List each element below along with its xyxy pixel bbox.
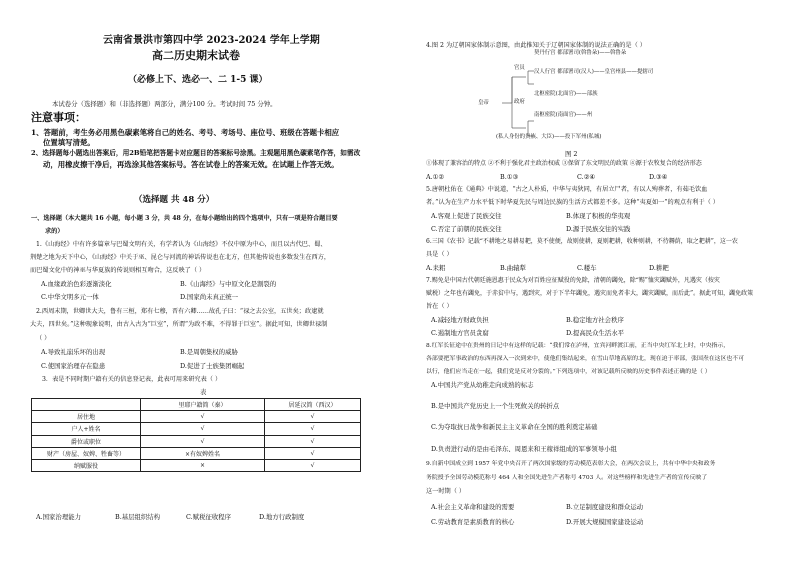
diagram-node: 北枢密院(北面官)——部族 — [534, 91, 598, 97]
q3-option-a[interactable]: A.国家治理能力 — [36, 513, 81, 521]
table-cell: √ — [265, 411, 361, 423]
table-cell: × — [141, 459, 265, 471]
table-row — [32, 459, 361, 471]
q7-option-b[interactable]: B.稳定地方社会秩序 — [566, 316, 624, 324]
table-cell: 纳赋服役 — [32, 459, 141, 471]
exam-description: 本试卷分（选择题）和（非选择题）两部分，满分100 分。考试时间 75 分钟。 — [52, 100, 277, 108]
q5-option-d[interactable]: D.源于民族交往的实践 — [566, 225, 631, 233]
note-line: 动，用橡皮擦干净后，再选涂其他答案标号。答在试卷上的答案无效。在试题上作答无效。 — [43, 160, 339, 169]
q5-stem: 5.唐朝杜佑在《通典》中说道，“古之人朴质，中华与夷狄同，有居立尸者，有以人殉葬者，有茹毛饮血 — [426, 186, 708, 193]
q1-option-a[interactable]: A.血缘政治色彩逐渐淡化 — [41, 280, 112, 288]
q2-option-c[interactable]: C.使国家治理存在隐患 — [41, 362, 106, 370]
table-cell: √ — [141, 423, 265, 435]
diagram-node: 皇帝 — [478, 100, 489, 106]
diagram-node: 汉人行宫 都部署司(汉人)——皇宫州县——提辖司 — [534, 69, 654, 75]
table-row — [32, 447, 361, 459]
q8-option-b[interactable]: B.是中国共产党历史上一个生死攸关的转折点 — [431, 402, 560, 410]
q7-stem: 7.赐免是中国古代朝廷施恩惠于民众为对百姓应征赋役的免除，清朝的蠲免，除“赐”恤灾蠲赋外，凡遇灾（按灾 — [426, 277, 720, 284]
diagram-node: (私人身份的贵族、大臣)——投下军州(私城) — [496, 134, 602, 140]
q9-stem: 务院授予全国劳动模范称号 464 人和全国先进生产者称号 4703 人。对这些榜样和先进生产者的宣传反映了 — [426, 475, 708, 481]
table-row — [32, 435, 361, 447]
table-header-cell: 里耶户籍简（秦） — [141, 399, 265, 411]
q3-table-caption: 表 — [200, 388, 207, 396]
q4-option-a[interactable]: A.①② — [426, 173, 445, 181]
q9-stem: 9.自新中国成立到 1957 年党中央召开了两次国家级的劳动模范表彰大会，在两次会议上，共有中华中央和政务 — [426, 461, 716, 467]
table-cell: √ — [265, 423, 361, 435]
q5-option-c[interactable]: C.否定了前朝的民族交往 — [431, 225, 502, 233]
school-title: 云南省景洪市第四中学 2023-2024 学年上学期 — [103, 35, 320, 46]
q4-option-d[interactable]: D.③④ — [649, 173, 668, 181]
q5-stem: 者。”认为在生产力水平低下时华夏先民与周边民族的生活方式都差不多。这种“夷夏如一”的观点有利于（ ） — [426, 199, 719, 206]
q2-stem: 2.西周末期，世卿世大夫，鲁有三桓，郑有七穆，晋有六卿……故孔子曰：“禄之去公室，五世矣；政逮就 — [36, 308, 324, 315]
table-cell: 财产（房屋、奴婢、牲畜等） — [32, 447, 141, 459]
q1-stem: 1.《山海经》中有许多篇章与巴蜀文明有关，有学者认为《山海经》不仅中原为中心，而且以古代巴、蜀、 — [36, 241, 327, 248]
diagram-node: 官员 — [514, 65, 525, 71]
q8-option-c[interactable]: C.为夺取抗日战争和新民主主义革命在全国的胜利奠定基础 — [431, 423, 598, 431]
section-intro: 一、选择题（本大题共 16 小题，每小题 3 分，共 48 分，在每小题给出的四个选项中，只有一项是符合题目要 — [31, 215, 338, 222]
q7-stem: 旨在（ ） — [426, 303, 453, 310]
q6-stem: 6.三国《农书》记载“不耕地之易耕易耙，莫不使便，故则使耕，夏则耙耕，收种则耕，不待耨荫，取之耙耕”，这一农 — [426, 238, 738, 245]
q9-option-a[interactable]: A.社会主义革命和建设的需要 — [431, 503, 515, 511]
q1-option-b[interactable]: B.《山海经》与中原文化是割裂的 — [180, 280, 277, 288]
table-cell: ×有奴婢姓名 — [141, 447, 265, 459]
note-line: 2、选择题每小题选出答案后，用2B铅笔把答题卡对应题目的答案标号涂黑。主观题用黑色碳素笔作答，如需改 — [31, 149, 361, 157]
table-cell: 爵位或职位 — [32, 435, 141, 447]
table-cell: 户人+姓名 — [32, 423, 141, 435]
q8-option-d[interactable]: D.负责进行动的是由毛泽东、周恩来和王稼祥组成的军事领导小组 — [431, 445, 617, 453]
table-header-row — [32, 399, 361, 411]
q2-stem: 大夫，四世矣。”这种现象说明，由古入古为“巨室”，所谓“为政不难，不得罪于巨室”。据此可知，世卿世禄制 — [30, 321, 328, 328]
q4-diagram-caption: 图 2 — [565, 150, 578, 158]
q7-option-d[interactable]: D.提高民众生活水平 — [566, 329, 625, 337]
exam-scope: （必修上下、选必一、二 1-5 课） — [128, 75, 268, 85]
table-row — [32, 423, 361, 435]
q8-stem: 以行，他们应当走在一起，我们党是反对分裂的。”下列选项中，对该记载所反映的历史事件表述正确的是（ ） — [426, 369, 711, 375]
table-row — [32, 411, 361, 423]
section-intro: 求的） — [45, 228, 64, 235]
q6-option-d[interactable]: D.耕耙 — [649, 264, 669, 272]
q6-option-b[interactable]: B.曲辕犁 — [500, 264, 526, 272]
table-header-cell — [32, 399, 141, 411]
q1-option-d[interactable]: D.国家尚未真正统一 — [180, 293, 239, 301]
q8-stem: 8.红军长征途中在贵州的日记中有这样的记载：“我们常在泸州，宜宾河畔渡江前，正当中央红军北上时，中央指示， — [426, 343, 730, 349]
q5-option-a[interactable]: A.客观上促进了民族交往 — [431, 212, 502, 220]
q4-statements: ①体现了兼容治的特点 ②不利于强化君主政治权威 ③保留了东文明民的政策 ④源于农牧复合的经济形态 — [426, 160, 702, 167]
note-line: 位置填写清楚。 — [43, 138, 95, 147]
q4-option-c[interactable]: C.②④ — [577, 173, 596, 181]
table-cell: √ — [141, 435, 265, 447]
q1-option-c[interactable]: C.中华文明多元一体 — [41, 293, 99, 301]
q3-stem: 3．表是不同时期户籍有关的信息登记表，此表可用来研究表（ ） — [42, 376, 222, 383]
diagram-node: 南枢密院(南面官)——州 — [534, 112, 593, 118]
q4-stem: 4.图 2 为辽朝国家体制示意图，由此推知关于辽朝国家体制的说法正确的是（ ） — [426, 42, 646, 49]
q4-option-b[interactable]: B.①③ — [500, 173, 519, 181]
q4-diagram — [478, 50, 752, 150]
q9-option-b[interactable]: B.立足制度建设和群众运动 — [566, 503, 644, 511]
q6-option-a[interactable]: A.耒耜 — [426, 264, 446, 272]
q1-stem: 而巴蜀文化中的神巫与华夏族的传说则相互吻合，这反映了（ ） — [30, 267, 206, 274]
q2-option-d[interactable]: D.促进了士族集团崛起 — [180, 362, 245, 370]
q3-table — [31, 398, 361, 472]
q6-stem: 具是（ ） — [426, 251, 453, 258]
q8-stem: 各部要把军事政治的东西再深入一次到来中，使他们集结起来，在雪山草地高原的北，现在迫于率部，张国焘在这区也不可 — [426, 356, 745, 362]
diagram-node: 政府 — [514, 99, 525, 105]
table-cell: √ — [141, 411, 265, 423]
q3-option-b[interactable]: B.基层组织结构 — [115, 513, 161, 521]
table-cell: 居住地 — [32, 411, 141, 423]
table-cell: √ — [265, 435, 361, 447]
q2-option-b[interactable]: B.是周朝集权的威胁 — [180, 348, 238, 356]
q8-option-a[interactable]: A.中国共产党从幼稚走向成熟的标志 — [431, 381, 534, 389]
q3-option-d[interactable]: D.地方行政制度 — [259, 513, 305, 521]
q9-stem: 这一时期（ ） — [426, 488, 466, 495]
table-cell: √ — [265, 459, 361, 471]
exam-title: 高二历史期末试卷 — [152, 49, 240, 62]
q7-option-c[interactable]: C.遏制地方官员贪腐 — [431, 329, 489, 337]
table-cell: √ — [265, 447, 361, 459]
q9-option-c[interactable]: C.劳动教育是素质教育的核心 — [431, 518, 515, 526]
q1-stem: 荆楚之地为天下中心，《山海经》中关于巫、昆仑与河流的神话传说也在北方，但其他传说也多数发生在西方， — [30, 254, 331, 261]
q3-option-c[interactable]: C.赋税征收程序 — [186, 513, 232, 521]
q2-stem: （ ） — [36, 335, 51, 342]
q7-option-a[interactable]: A.减轻地方财政负担 — [431, 316, 489, 324]
section-title: （选择题 共 48 分） — [134, 195, 215, 205]
note-line: 1、答题前，考生务必用黑色碳素笔将自己的姓名、考号、考场号、座位号、班级在答题卡相应 — [31, 128, 340, 137]
q5-option-b[interactable]: B.体现了积极的华夷观 — [566, 212, 631, 220]
notes-heading: 注意事项： — [31, 111, 86, 124]
q7-stem: 赋税）之年也有蠲免，于赤贫中与，遇到灾，对于下半年蠲免，遇灾而免者非大，蠲灾蠲赋，而后此”。据此可知，蠲免政策 — [426, 290, 754, 297]
table-header-cell: 居延汉简（西汉） — [265, 399, 361, 411]
q9-option-d[interactable]: D.开展大规模国家建设运动 — [566, 518, 644, 526]
q2-option-a[interactable]: A.导致礼崩乐坏的出现 — [41, 348, 106, 356]
q6-option-c[interactable]: C.耧车 — [577, 264, 597, 272]
diagram-node: 契丹行宫 都部署司(斡鲁朵)——斡鲁朵 — [534, 50, 627, 56]
